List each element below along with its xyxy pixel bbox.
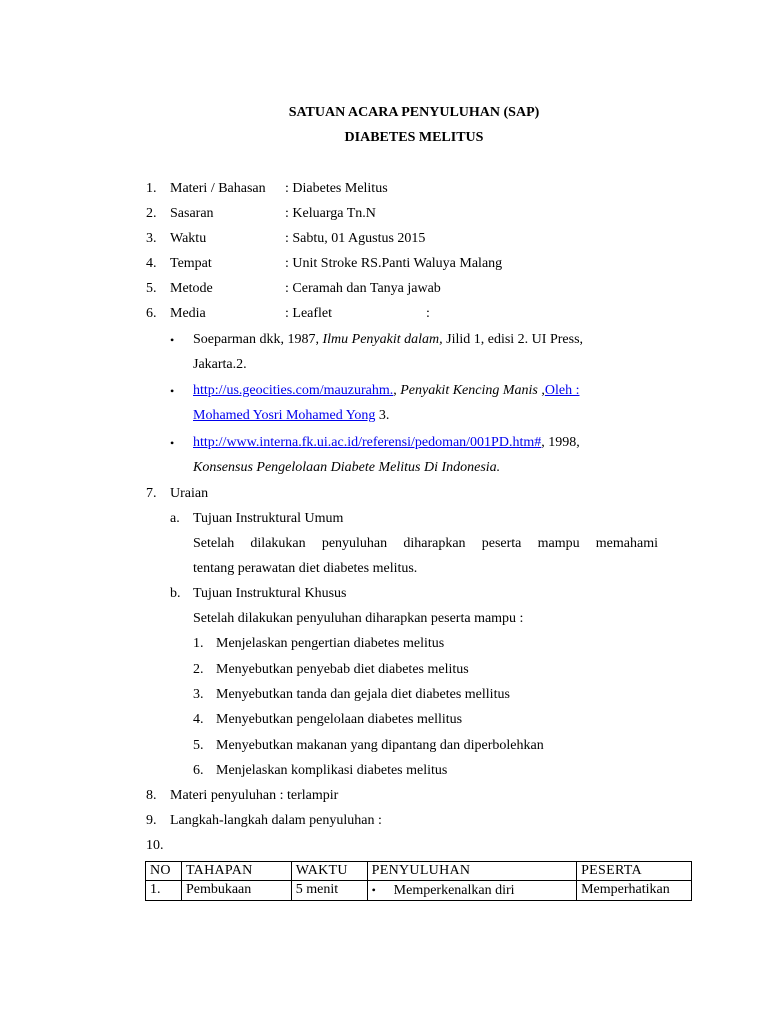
stray-colon: : (426, 306, 430, 321)
info-value: : Ceramah dan Tanya jawab (285, 281, 441, 296)
list-item: Materi penyuluhan : terlampir (170, 788, 339, 803)
paragraph-line: Setelah dilakukan penyuluhan diharapkan peserta mampu : (193, 611, 524, 626)
subsection-heading: Tujuan Instruktural Khusus (193, 586, 347, 601)
list-number: 9. (146, 813, 157, 828)
table-cell: 5 menit (291, 881, 367, 901)
paragraph-line: tentang perawatan diet diabetes melitus. (193, 561, 418, 576)
info-label: Media (170, 306, 206, 321)
info-label: Waktu (170, 231, 207, 246)
info-value: : Unit Stroke RS.Panti Waluya Malang (285, 256, 503, 271)
list-item: Menjelaskan pengertian diabetes melitus (216, 636, 445, 651)
author-link[interactable]: Oleh : (544, 383, 580, 398)
info-value: : Sabtu, 01 Agustus 2015 (285, 231, 426, 246)
reference-item: http://www.interna.fk.ui.ac.id/referensi/pedoman/001PD.htm#, 1998, (193, 435, 580, 450)
list-number: 7. (146, 486, 157, 501)
reference-item: Soeparman dkk, 1987, Ilmu Penyakit dalam, Jilid 1, edisi 2. UI Press, (193, 332, 584, 347)
list-number: 1. (146, 181, 157, 196)
list-number: 1. (193, 636, 204, 651)
list-number: 8. (146, 788, 157, 803)
info-value: : Diabetes Melitus (285, 181, 388, 196)
list-item: Menjelaskan komplikasi diabetes melitus (216, 763, 448, 778)
reference-item-continuation: Jakarta.2. (193, 357, 247, 372)
list-item: Menyebutkan penyebab diet diabetes melitus (216, 662, 469, 677)
column-header: PENYULUHAN (367, 862, 576, 881)
bullet-icon: • (170, 384, 175, 398)
bullet-icon: • (170, 333, 175, 347)
author-link[interactable]: Mohamed Yosri Mohamed Yong (193, 408, 376, 423)
reference-item-continuation: Mohamed Yosri Mohamed Yong 3. (193, 408, 390, 423)
info-label: Materi / Bahasan (170, 181, 266, 196)
list-number: 4. (146, 256, 157, 271)
list-item: Menyebutkan tanda dan gejala diet diabetes mellitus (216, 687, 510, 702)
cell-text: Memperkenalkan diri (393, 883, 515, 898)
list-item: Menyebutkan makanan yang dipantang dan diperbolehkan (216, 738, 544, 753)
list-number: 3. (193, 687, 204, 702)
document-subtitle: DIABETES MELITUS (344, 130, 484, 145)
info-value: : Leaflet (285, 306, 333, 321)
list-number: 2. (146, 206, 157, 221)
list-number: 3. (146, 231, 157, 246)
steps-table (145, 861, 692, 901)
column-header: TAHAPAN (181, 862, 291, 881)
info-label: Metode (170, 281, 213, 296)
sub-letter: a. (170, 511, 180, 526)
table-cell: 1. (146, 881, 182, 901)
list-number: 5. (193, 738, 204, 753)
document-title: SATUAN ACARA PENYULUHAN (SAP) (288, 105, 540, 120)
reference-item-continuation: Konsensus Pengelolaan Diabete Melitus Di Indonesia. (193, 460, 501, 475)
column-header: PESERTA (577, 862, 692, 881)
list-number: 5. (146, 281, 157, 296)
bullet-icon: • (371, 883, 376, 897)
list-number: 6. (193, 763, 204, 778)
list-item: Menyebutkan pengelolaan diabetes mellitus (216, 712, 463, 727)
list-number: 2. (193, 662, 204, 677)
section-heading: Uraian (170, 486, 209, 501)
table-cell: Pembukaan (181, 881, 291, 901)
reference-link[interactable]: http://www.interna.fk.ui.ac.id/referensi/pedoman/001PD.htm# (193, 435, 542, 450)
column-header: WAKTU (291, 862, 367, 881)
list-number: 6. (146, 306, 157, 321)
reference-link[interactable]: http://us.geocities.com/mauzurahm. (193, 383, 394, 398)
table-cell: Memperhatikan (577, 881, 692, 901)
bullet-icon: • (170, 436, 175, 450)
list-number: 10. (146, 838, 164, 853)
table-header-row (146, 862, 692, 881)
table-row (146, 881, 692, 901)
list-number: 4. (193, 712, 204, 727)
list-item: Langkah-langkah dalam penyuluhan : (170, 813, 382, 828)
info-value: : Keluarga Tn.N (285, 206, 376, 221)
table-cell (367, 881, 576, 901)
sub-letter: b. (170, 586, 181, 601)
column-header: NO (146, 862, 182, 881)
info-label: Tempat (170, 256, 212, 271)
reference-item: http://us.geocities.com/mauzurahm., Penyakit Kencing Manis ,Oleh : (193, 383, 580, 398)
paragraph-line: Setelah dilakukan penyuluhan diharapkan peserta mampu memahami (193, 536, 658, 551)
info-label: Sasaran (170, 206, 214, 221)
subsection-heading: Tujuan Instruktural Umum (193, 511, 344, 526)
